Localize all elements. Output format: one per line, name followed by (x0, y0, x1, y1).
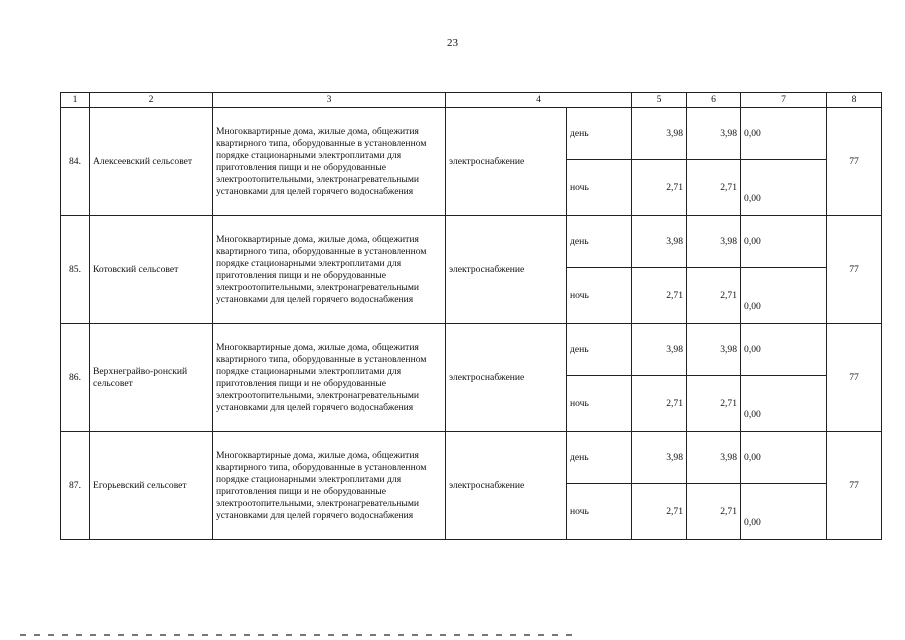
night-col-6: 2,71 (687, 376, 741, 432)
night-col-6: 2,71 (687, 484, 741, 540)
night-col-6: 2,71 (687, 160, 741, 216)
service-type: электроснабжение (446, 324, 567, 432)
settlement-name: Котовский сельсовет (90, 216, 213, 324)
consumer-category: Многоквартирные дома, жилые дома, общежития квартирного типа, оборудованные в установленном порядке стационарными электроплитами для приготовления пищи и не оборудованные электроотопительными, электронагревательными установками для целей горячего водоснабжения (213, 324, 446, 432)
consumer-category: Многоквартирные дома, жилые дома, общежития квартирного типа, оборудованные в установленном порядке стационарными электроплитами для приготовления пищи и не оборудованные электроотопительными, электронагревательными установками для целей горячего водоснабжения (213, 216, 446, 324)
night-col-7: 0,00 (741, 484, 827, 540)
header-col-8: 8 (827, 93, 882, 108)
header-row (61, 93, 882, 108)
settlement-name: Егорьевский сельсовет (90, 432, 213, 540)
header-col-4: 4 (446, 93, 632, 108)
header-col-6: 6 (687, 93, 741, 108)
night-col-6: 2,71 (687, 268, 741, 324)
page-number: 23 (447, 37, 458, 49)
day-col-7: 0,00 (741, 216, 827, 268)
consumer-category: Многоквартирные дома, жилые дома, общежития квартирного типа, оборудованные в установленном порядке стационарными электроплитами для приготовления пищи и не оборудованные электроотопительными, электронагревательными установками для целей горячего водоснабжения (213, 432, 446, 540)
scan-artifact (20, 634, 580, 636)
night-col-5: 2,71 (632, 160, 687, 216)
day-col-5: 3,98 (632, 432, 687, 484)
day-col-5: 3,98 (632, 324, 687, 376)
header-col-1: 1 (61, 93, 90, 108)
night-col-5: 2,71 (632, 484, 687, 540)
day-col-5: 3,98 (632, 216, 687, 268)
header-col-3: 3 (213, 93, 446, 108)
night-col-7: 0,00 (741, 160, 827, 216)
table-row (61, 108, 882, 160)
tariff-table (60, 92, 882, 540)
day-col-6: 3,98 (687, 432, 741, 484)
table-row (61, 432, 882, 484)
col-8-value: 77 (827, 216, 882, 324)
table-row (61, 324, 882, 376)
night-col-5: 2,71 (632, 268, 687, 324)
day-col-7: 0,00 (741, 108, 827, 160)
col-8-value: 77 (827, 432, 882, 540)
day-col-5: 3,98 (632, 108, 687, 160)
period-night: ночь (567, 484, 632, 540)
day-col-6: 3,98 (687, 108, 741, 160)
col-8-value: 77 (827, 324, 882, 432)
row-number: 85. (61, 216, 90, 324)
night-col-7: 0,00 (741, 268, 827, 324)
day-col-6: 3,98 (687, 216, 741, 268)
period-day: день (567, 108, 632, 160)
settlement-name: Алексеевский сельсовет (90, 108, 213, 216)
day-col-7: 0,00 (741, 432, 827, 484)
row-number: 86. (61, 324, 90, 432)
service-type: электроснабжение (446, 108, 567, 216)
header-col-2: 2 (90, 93, 213, 108)
row-number: 84. (61, 108, 90, 216)
day-col-7: 0,00 (741, 324, 827, 376)
header-col-7: 7 (741, 93, 827, 108)
settlement-name: Верхнеграйво-ронский сельсовет (90, 324, 213, 432)
period-day: день (567, 432, 632, 484)
period-day: день (567, 216, 632, 268)
night-col-7: 0,00 (741, 376, 827, 432)
period-night: ночь (567, 376, 632, 432)
table-row (61, 216, 882, 268)
consumer-category: Многоквартирные дома, жилые дома, общежития квартирного типа, оборудованные в установленном порядке стационарными электроплитами для приготовления пищи и не оборудованные электроотопительными, электронагревательными установками для целей горячего водоснабжения (213, 108, 446, 216)
col-8-value: 77 (827, 108, 882, 216)
service-type: электроснабжение (446, 432, 567, 540)
day-col-6: 3,98 (687, 324, 741, 376)
period-day: день (567, 324, 632, 376)
night-col-5: 2,71 (632, 376, 687, 432)
service-type: электроснабжение (446, 216, 567, 324)
period-night: ночь (567, 268, 632, 324)
row-number: 87. (61, 432, 90, 540)
header-col-5: 5 (632, 93, 687, 108)
period-night: ночь (567, 160, 632, 216)
